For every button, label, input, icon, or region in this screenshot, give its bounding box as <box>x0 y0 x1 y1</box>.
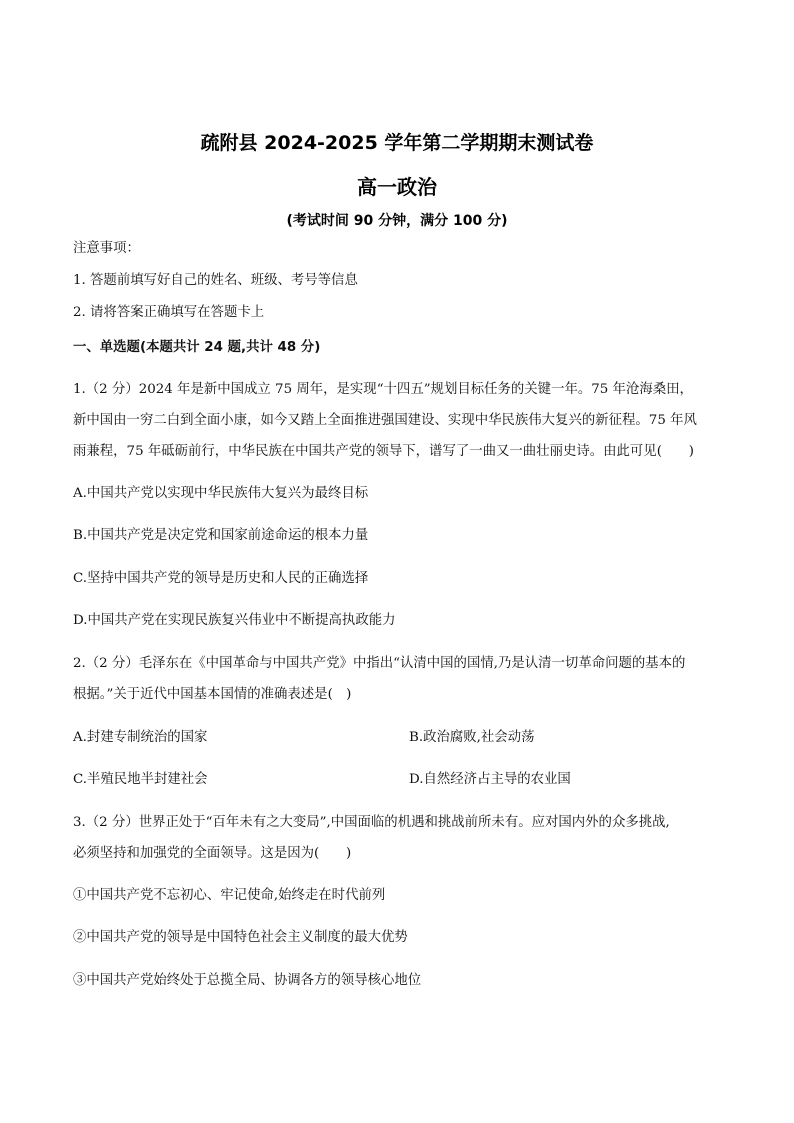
exam-info: (考试时间 90 分钟，满分 100 分) <box>286 213 508 229</box>
question-3-option-2: ②中国共产党的领导是中国特色社会主义制度的最大优势 <box>73 930 408 945</box>
question-1-option-b: B.中国共产党是决定党和国家前途命运的根本力量 <box>73 528 369 543</box>
question-3-option-3: ③中国共产党始终处于总揽全局、协调各方的领导核心地位 <box>73 973 422 988</box>
question-2-option-a: A.封建专制统治的国家 <box>73 730 208 745</box>
note-item-1: 1. 答题前填写好自己的姓名、班级、考号等信息 <box>73 273 358 288</box>
section-heading: 一、单选题(本题共计 24 题,共计 48 分) <box>73 340 321 355</box>
exam-title: 疏附县 2024-2025 学年第二学期期末测试卷 <box>200 132 594 154</box>
question-3-stem-line-1: 3.（2 分）世界正处于“百年未有之大变局”,中国面临的机遇和挑战前所未有。应对国内外的众多挑战, <box>73 815 670 830</box>
question-2-option-c: C.半殖民地半封建社会 <box>73 772 208 787</box>
note-item-2: 2. 请将答案正确填写在答题卡上 <box>73 305 265 320</box>
notes-heading: 注意事项： <box>73 241 140 256</box>
question-1-option-d: D.中国共产党在实现民族复兴伟业中不断提高执政能力 <box>73 613 396 628</box>
question-1-stem-line-3: 雨兼程，75 年砥砺前行，中华民族在中国共产党的领导下，谱写了一曲又一曲壮丽史诗。由此可见( ) <box>73 444 694 459</box>
question-3-option-1: ①中国共产党不忘初心、牢记使命,始终走在时代前列 <box>73 888 386 903</box>
question-2-option-d: D.自然经济占主导的农业国 <box>409 772 571 787</box>
question-1-option-c: C.坚持中国共产党的领导是历史和人民的正确选择 <box>73 571 369 586</box>
question-1-stem-line-1: 1.（2 分）2024 年是新中国成立 75 周年，是实现“十四五”规划目标任务的关键一年。75 年沧海桑田， <box>73 382 693 397</box>
question-2-stem-line-1: 2.（2 分）毛泽东在《中国革命与中国共产党》中指出“认清中国的国情,乃是认清一切革命问题的基本的 <box>73 656 686 671</box>
subject-title: 高一政治 <box>357 175 437 199</box>
question-3-stem-line-2: 必须坚持和加强党的全面领导。这是因为( ) <box>73 846 352 861</box>
question-2-option-b: B.政治腐败,社会动荡 <box>409 730 535 745</box>
question-1-option-a: A.中国共产党以实现中华民族伟大复兴为最终目标 <box>73 486 369 501</box>
question-2-stem-line-2: 根据。”关于近代中国基本国情的准确表述是( ) <box>73 687 352 702</box>
question-1-stem-line-2: 新中国由一穷二白到全面小康，如今又踏上全面推进强国建设、实现中华民族伟大复兴的新征程。75 年风 <box>73 413 697 428</box>
